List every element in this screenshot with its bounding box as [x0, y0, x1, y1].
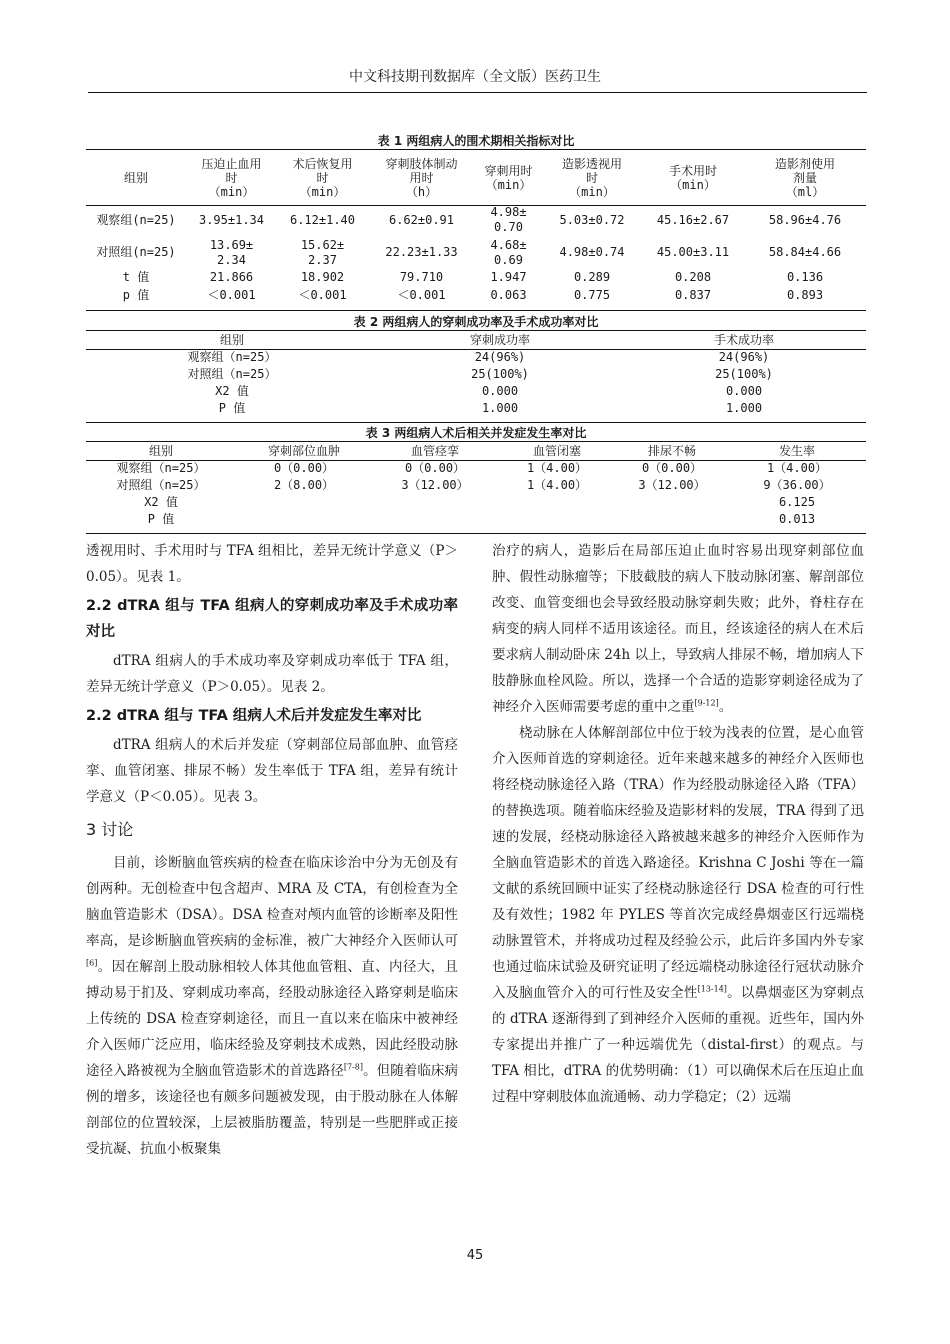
table1-cell [542, 286, 642, 304]
cell-line: 6.62±0.91 [388, 212, 455, 227]
cell-line: （h） [405, 184, 438, 199]
table3-cell: 血管闭塞 [532, 444, 581, 458]
citation-6: [6] [86, 958, 98, 968]
paragraph-complication: dTRA 组病人的术后并发症（穿刺部位局部血肿、血管痉挛、血管闭塞、排尿不畅）发生率低于 TFA 组，差异有统计学意义（P＜0.05）。见表 3。 [86, 737, 458, 805]
table1-row [86, 236, 866, 269]
table3-caption: 表 3 两组病人术后相关并发症发生率对比 [365, 426, 587, 440]
table2-cell: 1.000 [481, 401, 519, 415]
table2-row [86, 366, 866, 383]
table1-cell [542, 269, 642, 286]
table3 [86, 443, 866, 528]
table3-cell: 排尿不畅 [647, 444, 696, 458]
table1-cell [475, 236, 542, 269]
table2 [86, 332, 866, 417]
table2-row [86, 400, 866, 417]
table1-cell [277, 269, 368, 286]
table3-cell [498, 494, 616, 511]
table1-cell [86, 204, 186, 236]
section-heading-discussion: 3 讨论 [86, 820, 134, 839]
cell-line: 组别 [123, 170, 148, 185]
table1-cell [542, 236, 642, 269]
cell-line: （min） [208, 184, 255, 199]
cell-line: 18.902 [300, 270, 345, 284]
table1-cell [186, 204, 277, 236]
cell-line: 45.00±3.11 [656, 245, 730, 259]
text-span: 目前，诊断脑血管疾病的检查在临床诊治中分为无创及有创两种。无创检查中包含超声、MRA 及 CTA，有创检查为全脑血管造影术（DSA）。DSA 检查对颅内血管的诊断率及阳性率高，是诊断脑血管疾病的金标准，被广大神经介入医师认可 [86, 855, 458, 949]
cell-line: 手术用时 [668, 163, 717, 178]
table2-cell: 穿刺成功率 [469, 333, 530, 347]
table2-row [86, 349, 866, 366]
cell-line: ＜0.001 [397, 287, 446, 302]
table1-cell [642, 236, 744, 269]
table2-cell: 组别 [219, 333, 244, 347]
table3-row [86, 460, 866, 477]
cell-line: 0.70 [494, 220, 523, 234]
page-number: 45 [466, 1248, 484, 1263]
table1-cell [186, 269, 277, 286]
table1-cell [744, 236, 866, 269]
cell-line: 0.893 [786, 287, 824, 302]
cell-line: 0.775 [573, 287, 611, 302]
table2-cell: 25(100%) [471, 367, 529, 381]
table2-top-rule [86, 330, 866, 331]
table3-cell [498, 511, 616, 528]
table3-cell: X2 值 [144, 495, 178, 509]
table1-cell [475, 204, 542, 236]
table3-cell: 1（4.00） [526, 478, 588, 492]
cell-line: 时 [225, 170, 238, 185]
table3-cell: P 值 [147, 512, 175, 526]
table2-cell: 对照组（n=25） [187, 367, 277, 381]
table3-cell: 3（12.00） [638, 478, 706, 492]
table1-header-cell [368, 151, 475, 204]
table1-cell [368, 204, 475, 236]
table1-cell [186, 236, 277, 269]
table3-cell [372, 511, 498, 528]
table1-cell [744, 286, 866, 304]
table3-top-rule [86, 441, 866, 442]
table1-cell [642, 269, 744, 286]
text-span: 治疗的病人，造影后在局部压迫止血时容易出现穿刺部位血肿、假性动脉瘤等；下肢截肢的病人下肢动脉闭塞、解剖部位改变、血管变细也会导致经股动脉穿刺失败；此外，脊柱存在病变的病人同样不适用该途径。而且，经该途径的病人在术后要求病人制动卧床 24h 以上，导致病人排尿不畅，增加病人下肢静脉血栓风险。所以，选择一个合适的造影穿刺途径成为了神经介入医师需要考虑的重中之重 [492, 543, 864, 715]
citation-7-8: [7-8] [343, 1062, 363, 1072]
cell-line: 0.063 [490, 287, 527, 302]
table2-row [86, 383, 866, 400]
table1-cell [368, 236, 475, 269]
cell-line: 13.69± [209, 237, 254, 252]
cell-line: 58.96±4.76 [768, 212, 842, 227]
text-span: 桡动脉在人体解剖部位中位于较为浅表的位置，是心血管介入医师首选的穿刺途径。近年来越来越多的神经介入医师也将经桡动脉途径入路（TRA）作为经股动脉途径入路（TFA）的替换选项。随着临床经验及造影材料的发展，TRA 得到了迅速的发展，经桡动脉途径入路被越来越多的神经介入医师作为全脑血管造影术的首选入路途径。Krishna C Joshi 等在一篇文献的系统回顾中证实了经桡动脉途径行 DSA 检查的可行性及有效性；1982 年 PYLES 等首次完成经鼻烟壶区行远端桡动脉置管术，并将成功过程及经验公示，此后许多国内外专家也通过临床试验及研究证明了经远端桡动脉途径行冠状动脉介入及脑血管介入的可行性及安全性 [492, 725, 864, 1001]
cell-line: 0.289 [573, 270, 611, 284]
table1-cell [542, 204, 642, 236]
table3-cell: 3（12.00） [401, 478, 469, 492]
table1-cell [186, 286, 277, 304]
cell-line: p 值 [122, 287, 150, 302]
cell-line: 4.98±0.74 [559, 245, 625, 259]
paragraph-discussion-1 [86, 850, 458, 1162]
table1-header-cell [542, 151, 642, 204]
cell-line: ＜0.001 [298, 287, 347, 302]
table3-cell [616, 494, 728, 511]
cell-line: 15.62± [300, 237, 345, 252]
header-rule [88, 92, 867, 93]
table3-row [86, 477, 866, 494]
table2-cell: 1.000 [725, 401, 763, 415]
table1-cell [475, 286, 542, 304]
table1-cell [86, 236, 186, 269]
table1-cell [277, 286, 368, 304]
text-span: 。因在解剖上股动脉相较人体其他血管粗、直、内径大，且搏动易于扪及、穿刺成功率高，经股动脉途径入路穿刺是临床上传统的 DSA 检查穿刺途径，而且一直以来在临床中被神经介入医师广泛应用，临床经验及穿刺技术成熟，因此经股动脉途径入路被视为全脑血管造影术的首选路径 [86, 959, 458, 1079]
table2-header-row [86, 332, 866, 349]
table1-cell [277, 236, 368, 269]
cell-line: t 值 [122, 270, 150, 284]
table1-header-cell [642, 151, 744, 204]
table2-cell: 24(96%) [474, 350, 526, 364]
table1-top-rule [86, 149, 866, 150]
cell-line: 3.95±1.34 [198, 212, 265, 227]
table3-row [86, 494, 866, 511]
paragraph-continued-right [492, 538, 864, 720]
cell-line: （min） [670, 177, 716, 192]
cell-line: 4.98± [490, 205, 527, 219]
cell-line: （ml） [785, 184, 825, 199]
table3-cell: 1（4.00） [526, 461, 588, 475]
table1-header-cell [475, 151, 542, 204]
cell-line: 剂量 [792, 170, 817, 185]
table1-cell [642, 204, 744, 236]
cell-line: 6.12±1.40 [289, 212, 356, 227]
table3-cell: 9（36.00） [763, 478, 831, 492]
cell-line: （min） [569, 184, 615, 199]
table3-cell: 对照组（n=25） [116, 478, 206, 492]
table3-cell: 发生率 [778, 444, 815, 458]
table1-cell [744, 269, 866, 286]
citation-9-12: [9-12] [694, 698, 719, 708]
table1-cell [368, 269, 475, 286]
table3-header-row [86, 443, 866, 460]
cell-line: 造影剂使用 [774, 156, 835, 171]
paragraph-radial-artery [492, 720, 864, 1110]
table2-cell: 25(100%) [715, 367, 773, 381]
table1-header-rule [86, 205, 866, 206]
table2-cell: P 值 [218, 401, 246, 415]
cell-line: 4.68± [490, 237, 527, 252]
table3-cell [236, 511, 372, 528]
table3-cell: 0（0.00） [273, 461, 335, 475]
table1-cell [86, 286, 186, 304]
cell-line: 45.16±2.67 [656, 212, 730, 227]
table3-bottom-rule [86, 533, 866, 534]
table3-header-rule [86, 460, 866, 461]
table1 [86, 151, 866, 304]
table1-row [86, 269, 866, 286]
cell-line: 时 [585, 170, 598, 185]
cell-line: 压迫止血用 [201, 156, 262, 171]
table1-row [86, 204, 866, 236]
cell-line: 时 [316, 170, 329, 185]
table2-caption: 表 2 两组病人的穿刺成功率及手术成功率对比 [353, 315, 599, 329]
table3-cell: 血管痉挛 [410, 444, 459, 458]
table1-cell [744, 204, 866, 236]
table1-header-row [86, 151, 866, 204]
cell-line: 5.03±0.72 [559, 212, 625, 227]
table2-cell: X2 值 [215, 384, 249, 398]
section-heading-2-2-success-rate: 2.2 dTRA 组与 TFA 组病人的穿刺成功率及手术成功率对比 [86, 598, 458, 640]
cell-line: 2.34 [217, 252, 246, 267]
cell-line: 术后恢复用 [292, 156, 353, 171]
cell-line: 0.208 [674, 270, 712, 284]
table2-cell: 0.000 [725, 384, 763, 398]
cell-line: 0.837 [674, 287, 712, 302]
cell-line: （min） [299, 184, 346, 199]
cell-line: 观察组(n=25) [96, 212, 176, 227]
cell-line: 58.84±4.66 [768, 245, 842, 259]
cell-line: （min） [485, 177, 532, 192]
table3-cell: 6.125 [778, 495, 816, 509]
table2-header-rule [86, 349, 866, 350]
table3-cell: 1（4.00） [766, 461, 828, 475]
cell-line: 1.947 [490, 270, 527, 284]
table3-cell [616, 511, 728, 528]
table3-cell [372, 494, 498, 511]
table1-cell [277, 204, 368, 236]
cell-line: 22.23±1.33 [385, 245, 458, 259]
table1-header-cell [86, 151, 186, 204]
cell-line: 79.710 [399, 270, 444, 284]
table3-cell [236, 494, 372, 511]
table1-row [86, 286, 866, 304]
table3-row [86, 511, 866, 528]
cell-line: 用时 [409, 170, 434, 185]
table3-cell: 观察组（n=25） [116, 461, 206, 475]
cell-line: 对照组(n=25) [96, 245, 176, 259]
citation-13-14: [13-14] [697, 984, 727, 994]
paragraph-success-rate: dTRA 组病人的手术成功率及穿刺成功率低于 TFA 组，差异无统计学意义（P＞0.05）。见表 2。 [86, 653, 458, 695]
cell-line: 0.69 [494, 252, 523, 267]
table3-cell: 0（0.00） [404, 461, 466, 475]
running-header: 中文科技期刊数据库（全文版）医药卫生 [349, 69, 601, 85]
table3-cell: 穿刺部位血肿 [267, 444, 340, 458]
section-heading-2-2-complication: 2.2 dTRA 组与 TFA 组病人术后并发症发生率对比 [86, 708, 422, 724]
table1-cell [642, 286, 744, 304]
left-column [86, 538, 458, 1162]
text-span: 。 [718, 699, 733, 715]
table1-header-cell [186, 151, 277, 204]
cell-line: 穿刺用时 [484, 163, 533, 178]
table2-cell: 手术成功率 [713, 333, 774, 347]
cell-line: 造影透视用 [561, 156, 622, 171]
cell-line: 0.136 [786, 270, 824, 284]
table3-cell: 0.013 [778, 512, 816, 526]
table1-header-cell [277, 151, 368, 204]
table1-cell [368, 286, 475, 304]
table2-cell: 观察组（n=25） [187, 350, 277, 364]
cell-line: ＜0.001 [207, 287, 256, 302]
table2-bottom-rule [86, 422, 866, 423]
table2-cell: 0.000 [481, 384, 519, 398]
table1-header-cell [744, 151, 866, 204]
right-column [492, 538, 864, 1110]
text-span: 。以鼻烟壶区为穿刺点的 dTRA 逐渐得到了到神经介入医师的重视。近些年，国内外专家提出并推广了一种远端优先（distal-first）的观点。与 TFA 相比，dTRA 的优势明确：（1）可以确保术后在压迫止血过程中穿刺肢体血流通畅、动力学稳定；（2）远端 [492, 985, 865, 1105]
paragraph-continued: 透视用时、手术用时与 TFA 组相比，差异无统计学意义（P＞0.05）。见表 1。 [86, 543, 458, 585]
table2-cell: 24(96%) [718, 350, 770, 364]
cell-line: 21.866 [209, 270, 254, 284]
cell-line: 2.37 [308, 252, 337, 267]
table1-bottom-rule [86, 310, 866, 311]
table1-cell [86, 269, 186, 286]
table1-caption: 表 1 两组病人的围术期相关指标对比 [377, 134, 575, 148]
table3-cell: 2（8.00） [273, 478, 335, 492]
table3-cell: 0（0.00） [641, 461, 703, 475]
text-span: 。但随着临床病例的增多，该途径也有颇多问题被发现，由于股动脉在人体解剖部位的位置较深，上层被脂肪覆盖，特别是一些肥胖或正接受抗凝、抗血小板聚集 [86, 1063, 459, 1157]
cell-line: 穿刺肢体制动 [385, 156, 458, 171]
table3-cell: 组别 [148, 444, 173, 458]
table1-cell [475, 269, 542, 286]
